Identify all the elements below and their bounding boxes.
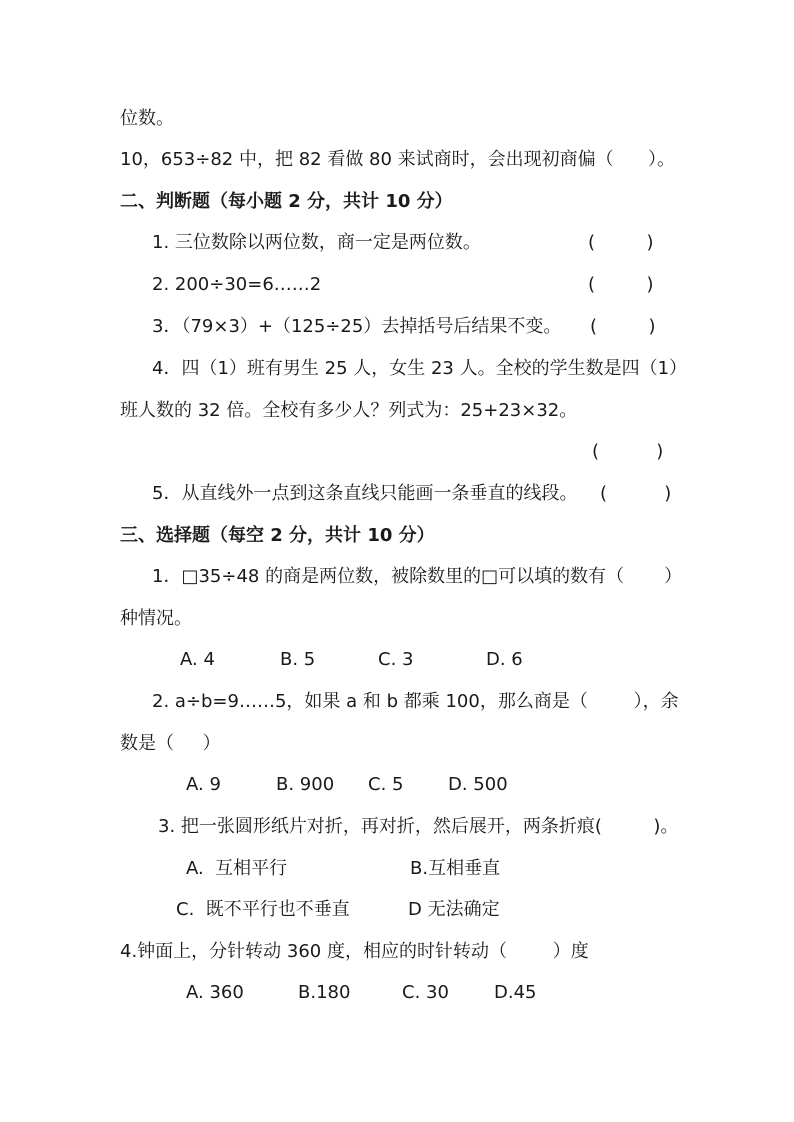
answer-paren-2[interactable]: ( ) — [588, 274, 654, 295]
q10-text: 10，653÷82 中，把 82 看做 80 来试商时，会出现初商偏（ ）。 — [120, 149, 675, 170]
choice-q2-option-b[interactable]: B. 900 — [276, 774, 335, 795]
answer-paren-1[interactable]: ( ) — [588, 232, 654, 253]
choice-q3-option-b[interactable]: B.互相垂直 — [410, 858, 501, 879]
choice-q1-option-b[interactable]: B. 5 — [280, 649, 316, 670]
section-heading-choice: 三、选择题（每空 2 分，共计 10 分） — [120, 525, 435, 546]
choice-q2-option-d[interactable]: D. 500 — [448, 774, 508, 795]
choice-q4-option-b[interactable]: B.180 — [298, 982, 351, 1003]
choice-q3-option-d[interactable]: D 无法确定 — [408, 899, 500, 920]
choice-q4-option-c[interactable]: C. 30 — [402, 982, 449, 1003]
judgment-item-1: 1. 三位数除以两位数，商一定是两位数。 — [152, 232, 481, 253]
choice-q3-option-c[interactable]: C. 既不平行也不垂直 — [176, 899, 350, 920]
choice-q1-option-d[interactable]: D. 6 — [486, 649, 523, 670]
choice-q4-option-a[interactable]: A. 360 — [186, 982, 244, 1003]
choice-q2-option-a[interactable]: A. 9 — [186, 774, 221, 795]
judgment-item-4-line2: 班人数的 32 倍。全校有多少人？列式为：25+23×32。 — [120, 400, 578, 421]
section-heading-judgment: 二、判断题（每小题 2 分，共计 10 分） — [120, 191, 453, 212]
judgment-item-4-line1: 4．四（1）班有男生 25 人，女生 23 人。全校的学生数是四（1） — [152, 358, 688, 379]
choice-q1-option-a[interactable]: A. 4 — [180, 649, 215, 670]
answer-paren-4[interactable]: ( ) — [592, 441, 664, 462]
choice-q1-line1: 1．□35÷48 的商是两位数，被除数里的□可以填的数有（ ） — [152, 566, 683, 587]
judgment-item-5: 5．从直线外一点到这条直线只能画一条垂直的线段。 — [152, 483, 578, 504]
choice-q2-line2: 数是（ ） — [120, 733, 221, 754]
q9-tail: 位数。 — [120, 108, 174, 129]
answer-paren-3[interactable]: ( ) — [590, 316, 656, 337]
choice-q4-option-d[interactable]: D.45 — [494, 982, 537, 1003]
choice-q4-line1: 4.钟面上，分针转动 360 度，相应的时针转动（ ）度 — [120, 941, 589, 962]
choice-q2-line1: 2. a÷b=9……5，如果 a 和 b 都乘 100，那么商是（ ），余 — [152, 691, 679, 712]
choice-q3-option-a[interactable]: A. 互相平行 — [186, 858, 288, 879]
choice-q3-line1: 3. 把一张圆形纸片对折，再对折，然后展开，两条折痕( )。 — [158, 816, 679, 837]
judgment-item-3: 3．（79×3）+（125÷25）去掉括号后结果不变。 — [152, 316, 562, 337]
choice-q1-line2: 种情况。 — [120, 608, 192, 629]
judgment-item-2: 2. 200÷30=6……2 — [152, 274, 322, 295]
choice-q1-option-c[interactable]: C. 3 — [378, 649, 414, 670]
choice-q2-option-c[interactable]: C. 5 — [368, 774, 404, 795]
answer-paren-5[interactable]: ( ) — [600, 483, 672, 504]
